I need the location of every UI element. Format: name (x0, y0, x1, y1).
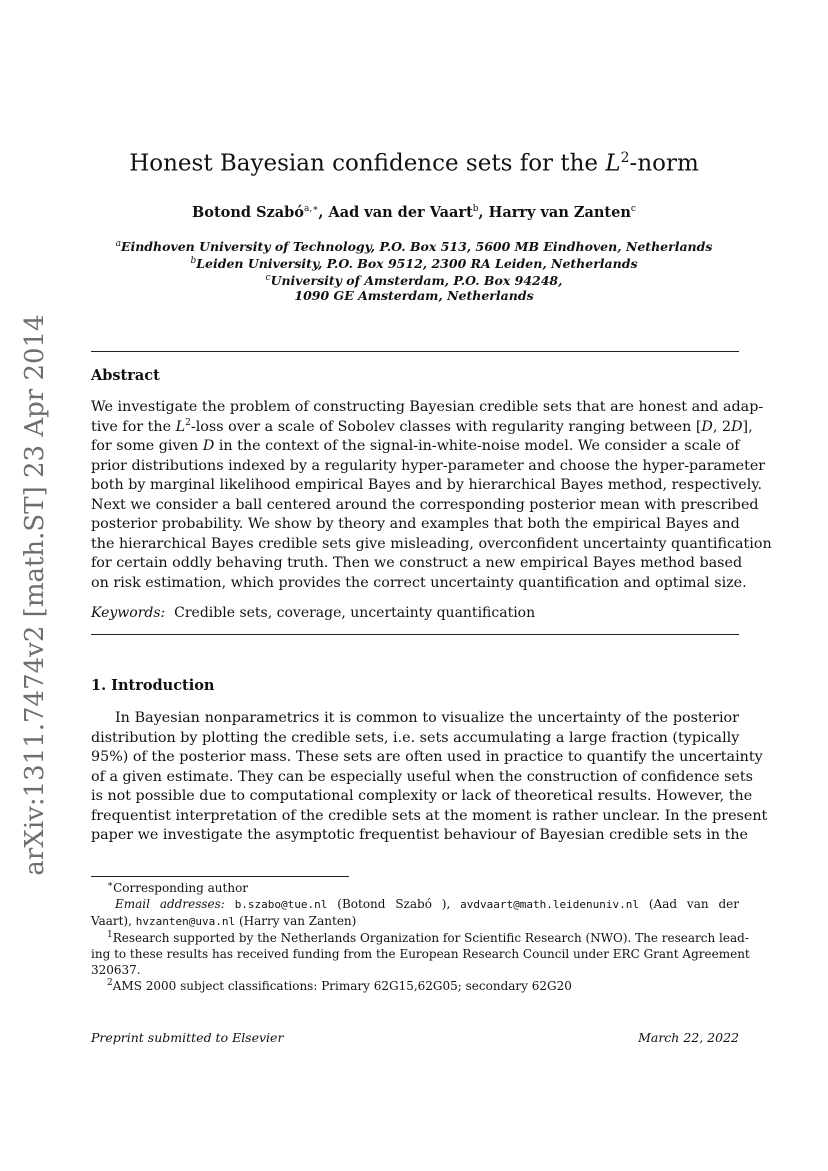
abstract-top-rule (91, 351, 739, 352)
email-link[interactable]: avdvaart@math.leidenuniv.nl (460, 898, 639, 911)
introduction-body: In Bayesian nonparametrics it is common to visualize the uncertainty of the posterior distribution by plotting the credible sets, i.e. sets accumulating a large fraction (typically 95%) of the posterior mass. These sets are often used in practice to quantify the uncertainty of a given estimate. They can be especially useful when the construction of confidence sets is not possible due to computational complexity or lack of theoretical results. However, the frequentist interpretation of the credible sets at the moment is rather unclear. In the present paper we investigate the asymptotic frequentist behaviour of Bayesian credible sets in the (91, 710, 768, 843)
paper-title: Honest Bayesian confidence sets for the $L^2$-norm (129, 150, 699, 177)
affiliation: $^b$Leiden University, P.O. Box 9512, 2300 RA Leiden, Netherlands (190, 256, 638, 272)
affiliation: 1090 GE Amsterdam, Netherlands (294, 288, 534, 303)
affiliation: $^a$Eindhoven University of Technology, P.O. Box 513, 5600 MB Eindhoven, Netherlands (115, 239, 713, 255)
preprint-note: Preprint submitted to Elsevier (91, 1030, 284, 1045)
abstract-body: We investigate the problem of constructing Bayesian credible sets that are honest and adap- tive for the $L^2$-loss over a scale of Sobolev classes with regularity ranging between [D, 2D], for some given D in the context of the signal-in-white-noise model. We consider a scale of prior distributions indexed by a regularity hyper-parameter and choose the hyper-parameter both by marginal likelihood empirical Bayes and by hierarchical Bayes method, respectively. Next we consider a ball centered around the corresponding posterior mean with prescribed posterior probability. We show by theory and examples that both the empirical Bayes and the hierarchical Bayes credible sets give misleading, overconfident uncertainty quantification for certain oddly behaving truth. Then we construct a new empirical Bayes method based on risk estimation, which provides the correct uncertainty quantification and optimal size. (91, 399, 772, 591)
email-link[interactable]: hvzanten@uva.nl (135, 915, 236, 928)
abstract-bottom-rule (91, 634, 739, 635)
author-name: Aad van der Vaart (328, 204, 473, 221)
preprint-date: March 22, 2022 (638, 1030, 739, 1045)
author-name: Botond Szabó (192, 204, 304, 221)
keywords: Keywords: Credible sets, coverage, uncertainty quantification (91, 605, 536, 621)
abstract-heading: Abstract (91, 367, 160, 384)
author-list: Botond Szabó$^{a,∗}$, Aad van der Vaart$^b$, Harry van Zanten$^c$ (192, 204, 636, 221)
abstract-line-math: tive for the $L^2$-loss over a scale of Sobolev classes with regularity ranging between [D, 2D], (91, 417, 753, 435)
footnotes: ∗Corresponding author Email addresses: b.szabo@tue.nl (Botond Szabó ), avdvaart@math.leidenuniv.nl (Aad van der Vaart), hvzanten@uva.nl (Harry van Zanten) $^1$Research supported by the Netherlands Organization for Scientific Research (NWO). The research lead- ing to these results has received funding from the European Research Council under ERC Grant Agreement 320637. $^2$AMS 2000 subject classifications: Primary 62G15,62G05; secondary 62G20 (91, 880, 750, 993)
section-heading-introduction: 1. Introduction (91, 677, 215, 694)
author-name: Harry van Zanten (488, 204, 631, 221)
affiliation: $^c$University of Amsterdam, P.O. Box 94248, (265, 273, 563, 289)
arxiv-stamp: arXiv:1311.7474v2 [math.ST] 23 Apr 2014 (20, 314, 50, 876)
footnote-rule (91, 876, 349, 877)
email-link[interactable]: b.szabo@tue.nl (234, 898, 328, 911)
